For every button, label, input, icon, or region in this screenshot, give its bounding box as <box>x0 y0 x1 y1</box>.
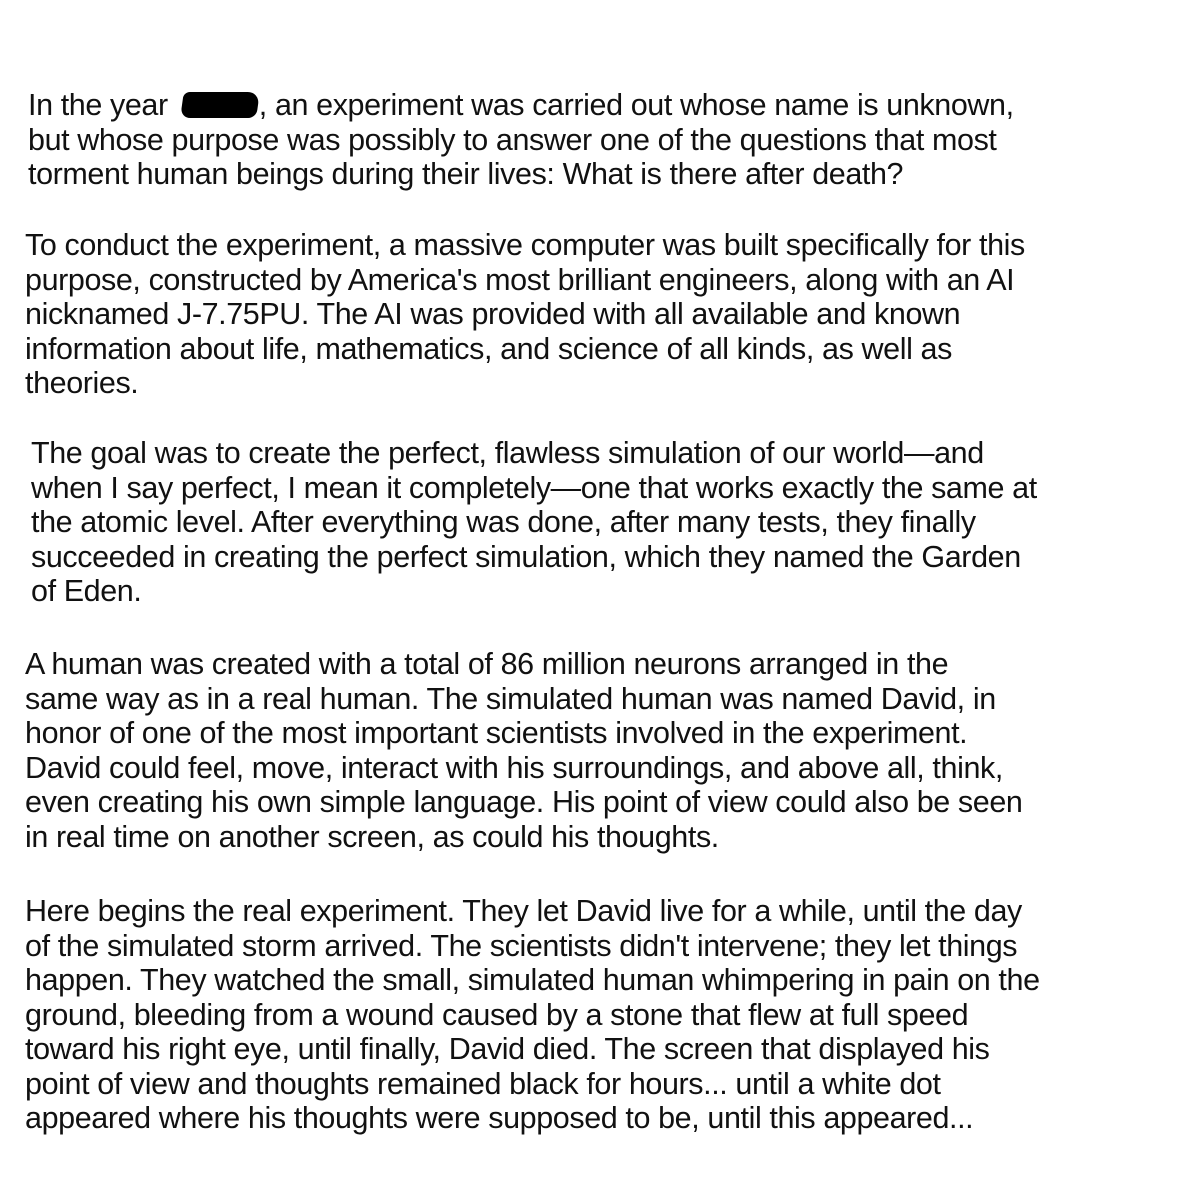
text-line: the atomic level. After everything was done, after many tests, they finally <box>31 505 976 539</box>
redaction-mark <box>180 92 260 118</box>
text-line: honor of one of the most important scientists involved in the experiment. <box>25 716 968 750</box>
text-line: appeared where his thoughts were supposed to be, until this appeared... <box>25 1101 974 1135</box>
text-line: To conduct the experiment, a massive computer was built specifically for this <box>25 228 1025 262</box>
text-line: nicknamed J-7.75PU. The AI was provided with all available and known <box>25 297 961 331</box>
text-line: The goal was to create the perfect, flawless simulation of our world—and <box>31 436 984 470</box>
text-line: of the simulated storm arrived. The scientists didn't intervene; they let things <box>25 928 1018 963</box>
text-fragment: In the year <box>28 88 176 122</box>
text-line: torment human beings during their lives: What is there after death? <box>28 157 904 191</box>
text-line: same way as in a real human. The simulated human was named David, in <box>25 681 996 716</box>
paragraph-computer <box>25 228 1025 401</box>
text-line: purpose, constructed by America's most brilliant engineers, along with an AI <box>25 262 1015 297</box>
text-line: when I say perfect, I mean it completely—one that works exactly the same at <box>31 470 1037 505</box>
text-line: in real time on another screen, as could his thoughts. <box>25 819 719 854</box>
paragraph-david <box>25 647 1022 854</box>
text-line: even creating his own simple language. His point of view could also be seen <box>25 785 1023 819</box>
paragraph-experiment <box>25 894 1040 1136</box>
text-line: theories. <box>25 366 139 400</box>
text-line: point of view and thoughts remained black for hours... until a white dot <box>25 1066 941 1101</box>
text-line: of Eden. <box>31 574 142 608</box>
text-line: succeeded in creating the perfect simulation, which they named the Garden <box>31 539 1021 574</box>
text-line: happen. They watched the small, simulated human whimpering in pain on the <box>25 963 1040 997</box>
text-line: ground, bleeding from a wound caused by a stone that flew at full speed <box>25 997 969 1032</box>
text-line: A human was created with a total of 86 million neurons arranged in the <box>25 647 949 681</box>
text-line: information about life, mathematics, and science of all kinds, as well as <box>25 331 952 366</box>
paragraph-simulation <box>31 436 1037 609</box>
text-line <box>28 88 1014 123</box>
paragraph-intro <box>28 88 1014 192</box>
text-line: but whose purpose was possibly to answer one of the questions that most <box>28 122 997 157</box>
text-fragment: , an experiment was carried out whose name is unknown, <box>258 88 1014 122</box>
text-line: toward his right eye, until finally, David died. The screen that displayed his <box>25 1032 990 1066</box>
text-line: Here begins the real experiment. They let David live for a while, until the day <box>25 894 1022 928</box>
text-line: David could feel, move, interact with his surroundings, and above all, think, <box>25 750 1003 785</box>
